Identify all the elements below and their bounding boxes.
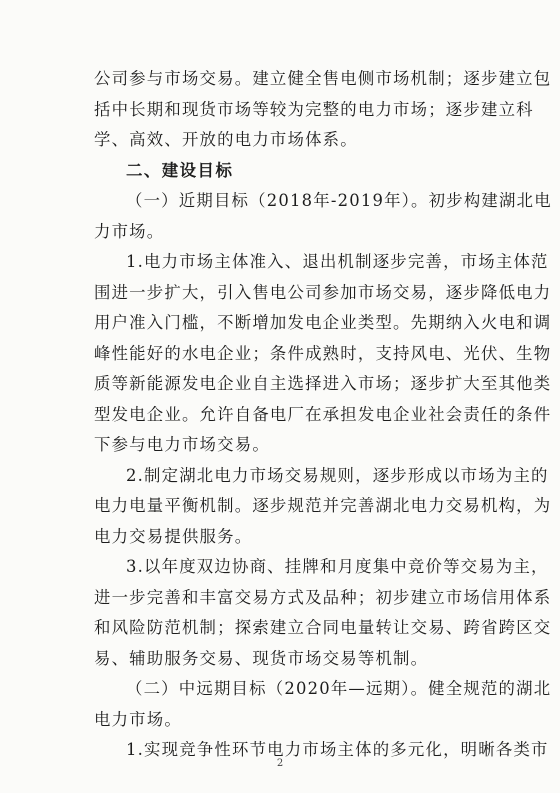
text-line: 和风险防范机制；探索建立合同电量转让交易、跨省跨区交: [94, 618, 552, 637]
text-line: 进一步完善和丰富交易方式及品种；初步建立市场信用体系: [94, 587, 552, 607]
page-number: 2: [276, 758, 284, 769]
text-line: 用户准入门槛，不断增加发电企业类型。先期纳入火电和调: [94, 313, 552, 332]
body-text: [94, 64, 552, 766]
text-line: 易、辅助服务交易、现货市场交易等机制。: [94, 648, 429, 668]
text-line: 力市场。: [94, 221, 165, 241]
text-line: 围进一步扩大，引入售电公司参加市场交易，逐步降低电力: [94, 282, 552, 302]
text-line: 电力电量平衡机制。逐步规范并完善湖北电力交易机构，为: [94, 496, 552, 515]
text-line: 括中长期和现货市场等较为完整的电力市场；逐步建立科: [94, 99, 534, 119]
section-heading: 二、建设目标: [126, 160, 234, 180]
text-line: 学、高效、开放的电力市场体系。: [94, 130, 358, 149]
text-line: 型发电企业。允许自备电厂在承担发电企业社会责任的条件: [94, 404, 552, 424]
text-line: 公司参与市场交易。建立健全售电侧市场机制；逐步建立包: [94, 69, 552, 88]
text-line: 电力市场。: [94, 709, 182, 729]
text-line: 3.以年度双边协商、挂牌和月度集中竞价等交易为主，: [126, 557, 549, 576]
text-line: 质等新能源发电企业自主选择进入市场；逐步扩大至其他类: [94, 374, 552, 393]
text-line: （二）中远期目标（2020年—远期）。健全规范的湖北: [126, 679, 552, 698]
text-line: （一）近期目标（2018年-2019年）。初步构建湖北电: [126, 191, 552, 210]
text-line: 电力交易提供服务。: [94, 526, 253, 546]
text-line: 1.实现竞争性环节电力市场主体的多元化，明晰各类市: [126, 740, 549, 759]
text-line: 峰性能好的水电企业；条件成熟时，支持风电、光伏、生物: [94, 343, 552, 363]
text-line: 1.电力市场主体准入、退出机制逐步完善，市场主体范: [126, 252, 549, 271]
text-line: 下参与电力市场交易。: [94, 435, 270, 454]
text-line: 2.制定湖北电力市场交易规则，逐步形成以市场为主的: [126, 465, 549, 485]
